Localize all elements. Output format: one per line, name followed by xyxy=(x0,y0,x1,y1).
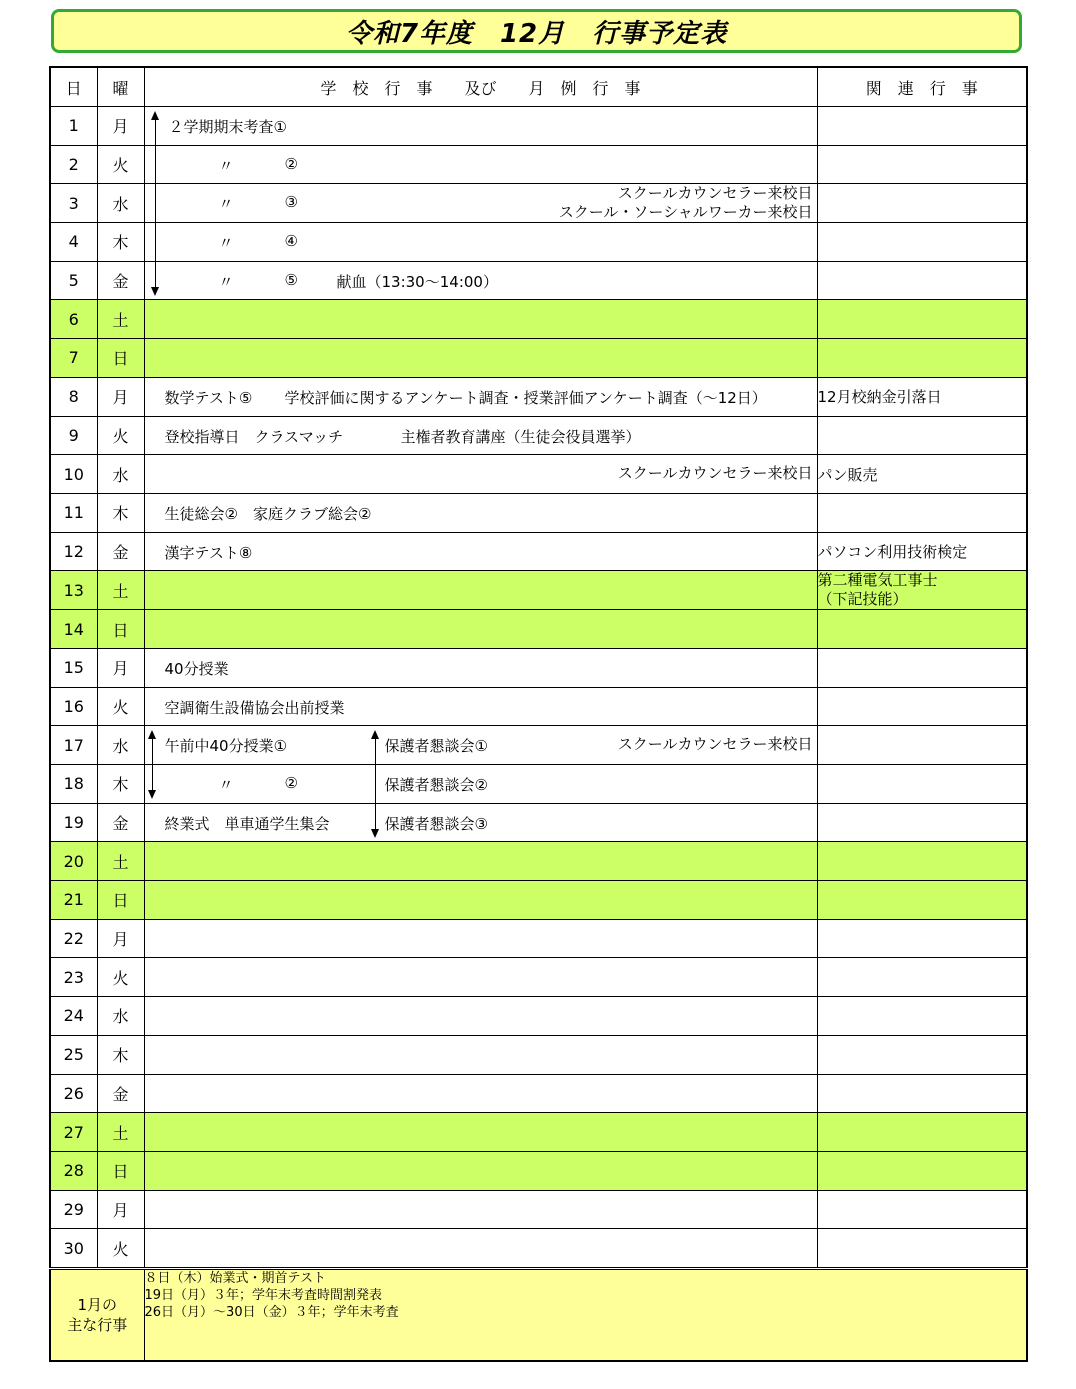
day-of-week: 火 xyxy=(97,416,144,455)
school-events-cell xyxy=(144,1229,817,1269)
event-text: ⑤ xyxy=(284,270,298,289)
school-events-cell xyxy=(144,416,817,455)
school-events-cell xyxy=(144,145,817,184)
header-dow: 曜 xyxy=(97,67,144,107)
day-number: 11 xyxy=(50,493,97,532)
event-text: ２学期期末考査① xyxy=(168,118,287,136)
school-events-cell xyxy=(144,1074,817,1113)
event-text: 〃 xyxy=(218,195,234,214)
day-row xyxy=(50,842,1027,881)
day-number: 4 xyxy=(50,223,97,262)
page-title: 令和7年度 12月 行事予定表 xyxy=(345,18,728,49)
day-number: 20 xyxy=(50,842,97,881)
day-row xyxy=(50,184,1027,223)
day-number: 14 xyxy=(50,610,97,649)
related-event xyxy=(817,184,1027,223)
day-row xyxy=(50,416,1027,455)
school-events-cell xyxy=(144,919,817,958)
day-number: 27 xyxy=(50,1113,97,1152)
event-text: 〃 xyxy=(218,272,234,291)
school-events-cell xyxy=(144,958,817,997)
school-events-cell xyxy=(144,532,817,571)
school-events-cell xyxy=(144,610,817,649)
day-row xyxy=(50,339,1027,378)
event-text: ③ xyxy=(284,193,298,212)
day-of-week: 火 xyxy=(97,1229,144,1269)
related-event xyxy=(817,842,1027,881)
related-event xyxy=(817,107,1027,146)
day-row xyxy=(50,532,1027,571)
related-event xyxy=(817,1190,1027,1229)
range-arrow-icon xyxy=(375,732,376,836)
day-of-week: 金 xyxy=(97,261,144,300)
day-of-week: 月 xyxy=(97,377,144,416)
counselor-note: スクールカウンセラー来校日 スクール・ソーシャルワーカー来校日 xyxy=(558,184,813,222)
day-of-week: 水 xyxy=(97,184,144,223)
related-event xyxy=(817,1229,1027,1269)
related-event: パソコン利用技術検定 xyxy=(817,532,1027,571)
day-row xyxy=(50,765,1027,804)
day-of-week: 火 xyxy=(97,687,144,726)
day-of-week: 月 xyxy=(97,107,144,146)
day-row xyxy=(50,687,1027,726)
school-events-cell xyxy=(144,493,817,532)
event-text: 午前中40分授業① xyxy=(164,737,288,756)
day-row xyxy=(50,610,1027,649)
day-of-week: 土 xyxy=(97,571,144,610)
day-row xyxy=(50,648,1027,687)
day-number: 15 xyxy=(50,648,97,687)
related-event xyxy=(817,493,1027,532)
day-of-week: 日 xyxy=(97,881,144,920)
day-row xyxy=(50,261,1027,300)
school-events-cell xyxy=(144,300,817,339)
day-of-week: 水 xyxy=(97,455,144,494)
day-number: 3 xyxy=(50,184,97,223)
day-of-week: 木 xyxy=(97,765,144,804)
event-text: 〃 xyxy=(218,156,234,175)
day-number: 2 xyxy=(50,145,97,184)
header-row xyxy=(50,67,1027,107)
event-text: 漢字テスト⑧ xyxy=(164,543,253,562)
related-event xyxy=(817,339,1027,378)
related-event xyxy=(817,145,1027,184)
day-of-week: 月 xyxy=(97,1190,144,1229)
day-number: 28 xyxy=(50,1151,97,1190)
event-text: 〃 xyxy=(218,776,234,794)
school-events-cell xyxy=(144,765,817,804)
day-number: 29 xyxy=(50,1190,97,1229)
day-row xyxy=(50,377,1027,416)
day-row xyxy=(50,223,1027,262)
school-events-cell xyxy=(144,1151,817,1190)
event-text: ④ xyxy=(284,232,298,251)
school-events-cell xyxy=(144,1035,817,1074)
related-event: パン販売 xyxy=(817,455,1027,494)
day-number: 16 xyxy=(50,687,97,726)
school-events-cell xyxy=(144,261,817,300)
event-text: ② xyxy=(284,774,298,792)
day-row xyxy=(50,107,1027,146)
event-text: 登校指導日 クラスマッチ xyxy=(164,427,344,446)
event-text: 学校評価に関するアンケート調査・授業評価アンケート調査（～12日） xyxy=(284,388,767,407)
day-row xyxy=(50,1074,1027,1113)
day-number: 17 xyxy=(50,726,97,765)
day-of-week: 日 xyxy=(97,610,144,649)
next-month-event: 26日（月）～30日（金）３年；学年末考査 xyxy=(144,1304,399,1320)
day-row xyxy=(50,997,1027,1036)
related-event xyxy=(817,416,1027,455)
day-number: 21 xyxy=(50,881,97,920)
event-text: ② xyxy=(284,154,298,173)
school-events-cell xyxy=(144,648,817,687)
day-of-week: 火 xyxy=(97,958,144,997)
related-event xyxy=(817,803,1027,842)
school-events-cell xyxy=(144,803,817,842)
day-row xyxy=(50,803,1027,842)
school-events-cell xyxy=(144,455,817,494)
day-number: 10 xyxy=(50,455,97,494)
day-row xyxy=(50,300,1027,339)
related-event xyxy=(817,958,1027,997)
counselor-note: スクールカウンセラー来校日 xyxy=(617,464,813,483)
day-number: 7 xyxy=(50,339,97,378)
day-number: 23 xyxy=(50,958,97,997)
day-of-week: 金 xyxy=(97,532,144,571)
day-of-week: 木 xyxy=(97,493,144,532)
school-events-cell xyxy=(144,997,817,1036)
day-number: 13 xyxy=(50,571,97,610)
day-of-week: 月 xyxy=(97,648,144,687)
day-row xyxy=(50,881,1027,920)
next-month-events xyxy=(144,1268,1027,1361)
next-month-event: ８日（木）始業式・期首テスト xyxy=(144,1270,326,1286)
school-events-cell xyxy=(144,377,817,416)
day-row xyxy=(50,919,1027,958)
day-row xyxy=(50,1113,1027,1152)
day-row xyxy=(50,1190,1027,1229)
day-number: 8 xyxy=(50,377,97,416)
range-arrow-icon xyxy=(155,113,156,294)
header-related: 関 連 行 事 xyxy=(817,67,1027,107)
event-text: 生徒総会② 家庭クラブ総会② xyxy=(164,504,372,523)
day-row xyxy=(50,493,1027,532)
event-text: 40分授業 xyxy=(164,659,229,678)
related-event xyxy=(817,1113,1027,1152)
day-of-week: 木 xyxy=(97,1035,144,1074)
related-event xyxy=(817,726,1027,765)
day-number: 5 xyxy=(50,261,97,300)
event-text: 献血（13:30～14:00） xyxy=(336,272,498,291)
day-row xyxy=(50,958,1027,997)
next-month-label: 1月の 主な行事 xyxy=(50,1268,144,1361)
day-number: 25 xyxy=(50,1035,97,1074)
related-event xyxy=(817,997,1027,1036)
school-events-cell xyxy=(144,339,817,378)
related-event xyxy=(817,223,1027,262)
related-event: 12月校納金引落日 xyxy=(817,377,1027,416)
event-text: 終業式 単車通学生集会 xyxy=(164,814,330,833)
day-number: 24 xyxy=(50,997,97,1036)
day-of-week: 土 xyxy=(97,842,144,881)
related-event xyxy=(817,919,1027,958)
school-events-cell xyxy=(144,1190,817,1229)
school-events-cell xyxy=(144,571,817,610)
day-row xyxy=(50,1151,1027,1190)
day-number: 1 xyxy=(50,107,97,146)
day-number: 9 xyxy=(50,416,97,455)
header-day: 日 xyxy=(50,67,97,107)
day-row xyxy=(50,1229,1027,1269)
day-number: 26 xyxy=(50,1074,97,1113)
day-of-week: 水 xyxy=(97,997,144,1036)
day-of-week: 土 xyxy=(97,300,144,339)
related-event: 第二種電気工事士 （下記技能） xyxy=(817,571,1027,610)
related-event xyxy=(817,648,1027,687)
school-events-cell xyxy=(144,687,817,726)
school-events-cell xyxy=(144,107,817,146)
day-of-week: 土 xyxy=(97,1113,144,1152)
related-event xyxy=(817,300,1027,339)
event-text: 保護者懇談会① xyxy=(384,737,488,756)
school-events-cell xyxy=(144,726,817,765)
day-of-week: 木 xyxy=(97,223,144,262)
school-events-cell xyxy=(144,881,817,920)
day-number: 12 xyxy=(50,532,97,571)
day-number: 18 xyxy=(50,765,97,804)
day-row xyxy=(50,726,1027,765)
day-of-week: 日 xyxy=(97,339,144,378)
school-events-cell xyxy=(144,1113,817,1152)
event-text: 数学テスト⑤ xyxy=(164,388,253,407)
related-event xyxy=(817,261,1027,300)
event-text: 〃 xyxy=(218,234,234,253)
counselor-note: スクールカウンセラー来校日 xyxy=(617,735,813,754)
day-of-week: 水 xyxy=(97,726,144,765)
school-events-cell xyxy=(144,842,817,881)
day-of-week: 金 xyxy=(97,803,144,842)
day-row xyxy=(50,145,1027,184)
day-of-week: 日 xyxy=(97,1151,144,1190)
school-events-cell xyxy=(144,184,817,223)
footer-row xyxy=(50,1268,1027,1361)
day-row xyxy=(50,1035,1027,1074)
event-text: 主権者教育講座（生徒会役員選挙） xyxy=(400,427,641,446)
day-row xyxy=(50,455,1027,494)
day-of-week: 火 xyxy=(97,145,144,184)
related-event xyxy=(817,765,1027,804)
day-of-week: 月 xyxy=(97,919,144,958)
related-event xyxy=(817,1151,1027,1190)
day-number: 22 xyxy=(50,919,97,958)
related-event xyxy=(817,610,1027,649)
related-event xyxy=(817,687,1027,726)
day-of-week: 金 xyxy=(97,1074,144,1113)
related-event xyxy=(817,1035,1027,1074)
event-text: 空調衛生設備協会出前授業 xyxy=(164,698,345,717)
title-banner xyxy=(51,9,1022,53)
event-text: 保護者懇談会③ xyxy=(384,814,488,833)
range-arrow-icon xyxy=(152,732,153,797)
day-number: 19 xyxy=(50,803,97,842)
header-events: 学 校 行 事 及び 月 例 行 事 xyxy=(144,67,817,107)
related-event xyxy=(817,881,1027,920)
day-number: 30 xyxy=(50,1229,97,1269)
related-event xyxy=(817,1074,1027,1113)
next-month-event: 19日（月）３年；学年末考査時間割発表 xyxy=(144,1287,383,1303)
schedule-table xyxy=(49,66,1028,1362)
day-number: 6 xyxy=(50,300,97,339)
event-text: 保護者懇談会② xyxy=(384,776,488,794)
school-events-cell xyxy=(144,223,817,262)
day-row xyxy=(50,571,1027,610)
